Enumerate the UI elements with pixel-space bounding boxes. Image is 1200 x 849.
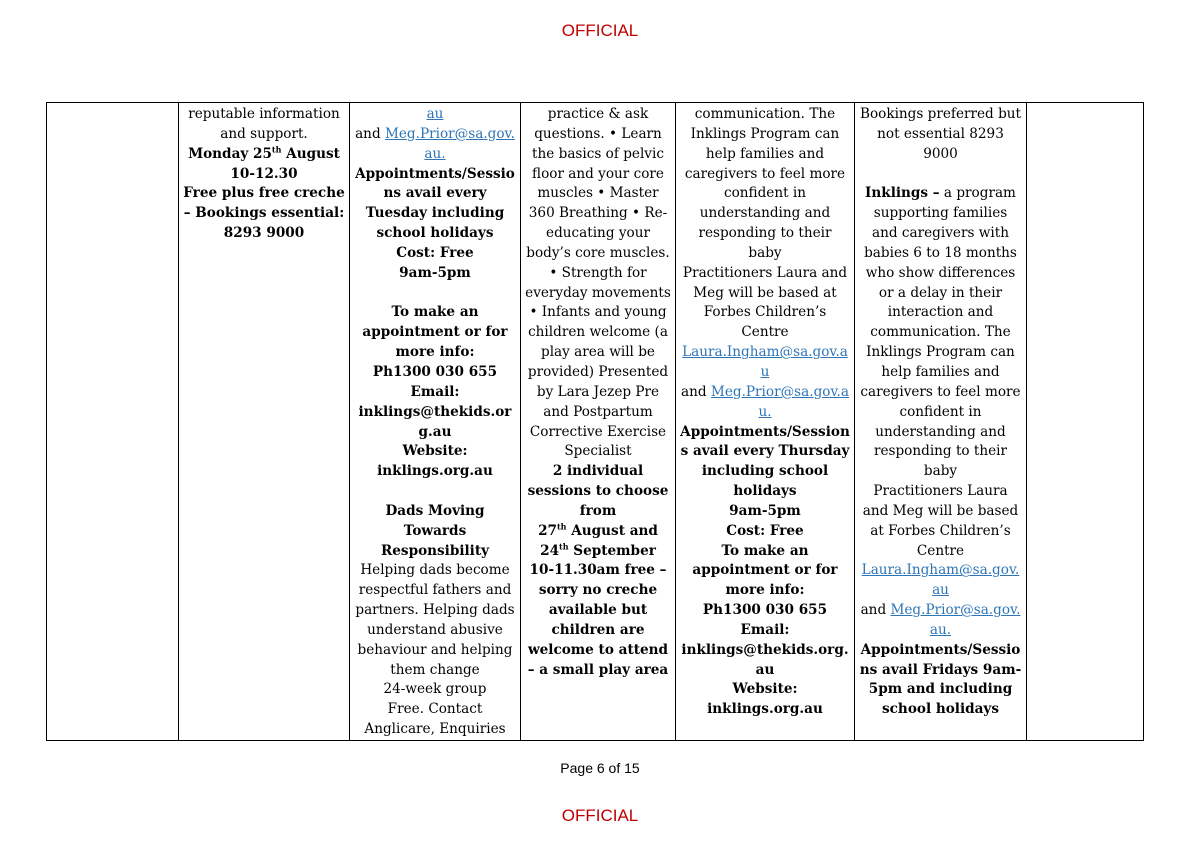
- cell-col5: [676, 103, 855, 741]
- event-time: 10-12.30: [230, 165, 298, 182]
- email-link-meg[interactable]: Meg.Prior@sa.gov.au.: [384, 125, 515, 162]
- sessions-info: 2 individual sessions to choose from: [527, 463, 669, 519]
- hours-info: 9am-5pm: [729, 502, 801, 519]
- phone-number: Ph1300 030 655: [372, 363, 498, 380]
- contact-heading: To make an appointment or for more info:: [362, 304, 508, 361]
- cell-col2: [179, 103, 350, 741]
- website-label: Website:: [732, 681, 798, 698]
- cost-info: Cost: Free: [396, 244, 474, 261]
- website-value: inklings.org.au: [377, 463, 493, 480]
- event-date: Monday 25th August: [188, 144, 340, 162]
- email-link-meg[interactable]: Meg.Prior@sa.gov.au.: [710, 383, 849, 420]
- cell-col7: [1027, 103, 1144, 741]
- schedule-table: [46, 102, 1144, 741]
- contact-heading: To make an appointment or for more info:: [692, 542, 838, 599]
- email-link-tail[interactable]: au: [426, 106, 444, 122]
- email-link-meg[interactable]: Meg.Prior@sa.gov.au.: [890, 602, 1021, 638]
- email-link-laura[interactable]: Laura.Ingham@sa.gov.au: [861, 562, 1020, 599]
- cell-col6: [855, 103, 1027, 741]
- phone-number: Ph1300 030 655: [702, 602, 828, 619]
- website-label: Website:: [402, 443, 468, 460]
- email-link-laura[interactable]: Laura.Ingham@sa.gov.au: [682, 344, 848, 380]
- table-row: [47, 103, 1144, 741]
- email-value: inklings@thekids.org.au: [681, 641, 849, 678]
- hours-info: 9am-5pm: [399, 264, 471, 281]
- cell-col1: [47, 103, 179, 741]
- inklings-title: Inklings –: [865, 185, 940, 202]
- email-label: Email:: [410, 383, 460, 400]
- inklings-description: Inklings – a program supporting families and caregivers with babies 6 to 18 months who show differences or a delay in their interaction and communication. The Inklings Program can help families and caregivers to feel more confident in understanding and responding to their baby: [860, 185, 1021, 480]
- dads-program-contact: Free. Contact Anglicare, Enquiries: [364, 701, 506, 738]
- practitioners-info: Practitioners Laura and Meg will be based at Forbes Children’s Centre: [682, 264, 848, 341]
- booking-info: Bookings preferred but not essential 8293 9000: [859, 106, 1021, 162]
- info-text: reputable information and support.: [188, 106, 340, 142]
- dads-program-title: Dads Moving Towards Responsibility: [380, 502, 490, 559]
- cell-col3: [350, 103, 521, 741]
- and-text: and: [860, 602, 891, 619]
- session-details: 10-11.30am free – sorry no creche available but children are welcome to attend – a small play area: [527, 562, 669, 678]
- cell-col4: [521, 103, 676, 741]
- cost-info: Cost: Free: [726, 522, 804, 539]
- official-marking-bottom: OFFICIAL: [561, 806, 639, 825]
- email-value: inklings@thekids.org.au: [358, 403, 512, 440]
- session-date-2: 24th September: [540, 541, 656, 559]
- booking-info: Free plus free creche – Bookings essential: 8293 9000: [183, 185, 345, 242]
- and-text: and: [681, 383, 711, 400]
- appointments-info: Appointments/Sessions avail Fridays 9am-5pm and including school holidays: [859, 641, 1022, 718]
- practitioners-info: Practitioners Laura and Meg will be based at Forbes Children’s Centre: [862, 483, 1019, 559]
- appointments-info: Appointments/Sessions avail every Thursday including school holidays: [680, 423, 850, 500]
- inklings-body: communication. The Inklings Program can help families and caregivers to feel more confident in understanding and responding to their baby: [684, 106, 846, 261]
- email-label: Email:: [740, 621, 790, 638]
- dads-program-body: Helping dads become respectful fathers and partners. Helping dads understand abusive behaviour and helping them change: [355, 562, 515, 678]
- page-number: Page 6 of 15: [560, 760, 640, 776]
- pelvic-program-body: practice & ask questions. • Learn the basics of pelvic floor and your core muscles • Master 360 Breathing • Re-educating your body’s core muscles. • Strength for everyday movements • Infants and young children welcome (a play area will be provided) Presented by Lara Jezep Pre and Postpartum Corrective Exercise Specialist: [525, 106, 671, 460]
- official-marking-top: OFFICIAL: [561, 21, 639, 40]
- session-date-1: 27th August and: [538, 521, 658, 539]
- dads-program-group: 24-week group: [383, 681, 487, 698]
- website-value: inklings.org.au: [707, 701, 823, 718]
- appointments-info: Appointments/Sessions avail every Tuesday including school holidays: [355, 165, 515, 242]
- and-text: and: [355, 125, 385, 142]
